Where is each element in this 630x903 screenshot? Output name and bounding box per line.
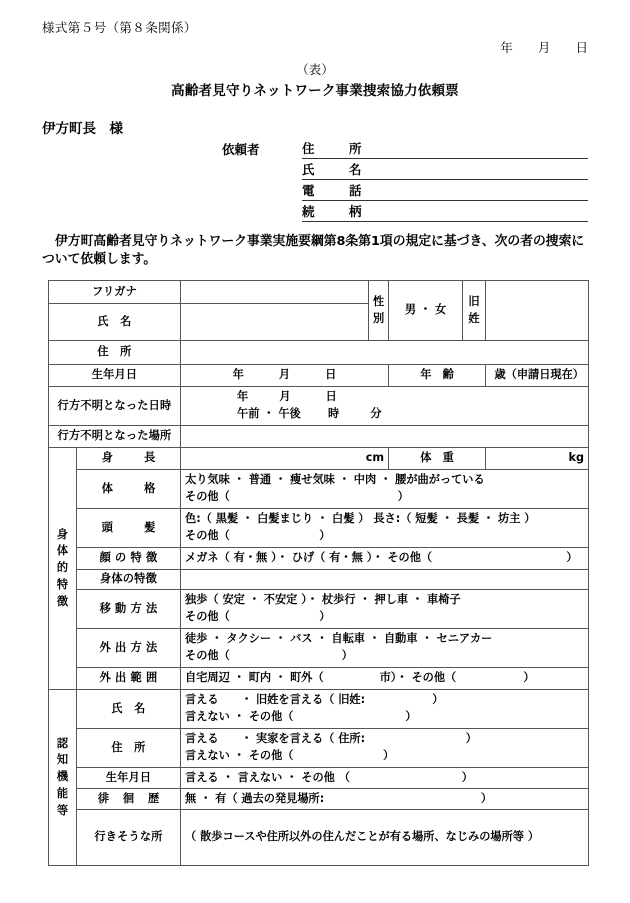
addressee: 伊方町長 様 — [42, 121, 123, 137]
build-value[interactable] — [181, 470, 589, 509]
cog-address-line2: 言えない ・ その他（ ） — [185, 749, 395, 762]
missing-ampm-label: 午前 ・ 午後 — [237, 407, 301, 420]
physical-section-label: 身 体 的 特 徴 — [49, 448, 77, 690]
table-row-outing-method — [49, 629, 589, 668]
build-options: 太り気味 ・ 普通 ・ 痩せ気味 ・ 中肉 ・ 腰が曲がっている — [185, 473, 485, 487]
requester-name-row[interactable] — [302, 159, 588, 180]
date-year-label: 年 — [500, 41, 513, 55]
missing-day-label: 日 — [325, 390, 337, 404]
birth-year-label: 年 — [232, 368, 244, 382]
cog-name-label: 氏 名 — [77, 690, 181, 729]
former-name-value[interactable] — [486, 281, 589, 341]
table-row-birthdate — [49, 365, 589, 387]
age-value[interactable]: 歳（申請日現在） — [486, 365, 589, 387]
table-row-wandering — [49, 789, 589, 810]
body-feature-label: 身体の特徴 — [77, 570, 181, 590]
sex-label: 性 別 — [369, 281, 389, 341]
requester-phone-row[interactable] — [302, 180, 588, 201]
mobility-options: 独歩（ 安定 ・ 不安定 ）・ 杖歩行 ・ 押し車 ・ 車椅子 — [185, 593, 461, 607]
requester-label: 依頼者 — [222, 142, 260, 157]
furigana-label: フリガナ — [49, 281, 181, 304]
build-other: その他（ ） — [185, 490, 409, 503]
furigana-value[interactable] — [181, 281, 369, 304]
table-row-cog-birthdate — [49, 768, 589, 789]
cognitive-section-label: 認 知 機 能 等 — [49, 690, 77, 866]
table-row-address — [49, 341, 589, 365]
weight-label: 体 重 — [389, 448, 486, 470]
submission-date-line — [500, 38, 588, 56]
address-value[interactable] — [181, 341, 589, 365]
table-row-furigana — [49, 281, 589, 304]
table-row-body-feature — [49, 570, 589, 590]
build-label: 体 格 — [77, 470, 181, 509]
table-row-missing-place — [49, 426, 589, 448]
table-row-outing-range — [49, 668, 589, 690]
former-name-label: 旧 姓 — [463, 281, 486, 341]
missing-place-label: 行方不明となった場所 — [49, 426, 181, 448]
name-label: 氏 名 — [49, 304, 181, 341]
missing-minute-label: 分 — [370, 407, 382, 420]
outing-method-label: 外 出 方 法 — [77, 629, 181, 668]
date-day-label: 日 — [575, 41, 588, 55]
missing-month-label: 月 — [279, 390, 291, 404]
outing-method-value[interactable] — [181, 629, 589, 668]
name-value[interactable] — [181, 304, 369, 341]
cog-name-line2: 言えない ・ その他（ ） — [185, 710, 417, 723]
cog-birthdate-label: 生年月日 — [77, 768, 181, 789]
weight-value[interactable]: kg — [486, 448, 589, 470]
subject-details-table — [48, 280, 589, 866]
address-label: 住 所 — [49, 341, 181, 365]
likely-place-label: 行きそうな所 — [77, 810, 181, 866]
requester-fields — [302, 138, 588, 222]
body-feature-value[interactable] — [181, 570, 589, 590]
birth-day-label: 日 — [325, 368, 337, 382]
page-title: 高齢者見守りネットワーク事業捜索協力依頼票 — [171, 83, 459, 99]
missing-place-value[interactable] — [181, 426, 589, 448]
outing-range-value[interactable]: 自宅周辺 ・ 町内 ・ 町外（ 市）・ その他（ ） — [181, 668, 589, 690]
likely-place-value[interactable]: （ 散歩コースや住所以外の住んだことが有る場所、なじみの場所等 ） — [181, 810, 589, 866]
outing-range-label: 外 出 範 囲 — [77, 668, 181, 690]
missing-year-label: 年 — [237, 390, 249, 404]
table-row-build — [49, 470, 589, 509]
face-label: 顔 の 特 徴 — [77, 548, 181, 570]
table-row-cog-name — [49, 690, 589, 729]
wandering-label: 徘 徊 歴 — [77, 789, 181, 810]
hair-label: 頭 髪 — [77, 509, 181, 548]
mobility-other: その他（ ） — [185, 610, 331, 623]
form-number: 様式第５号（第８条関係） — [42, 21, 197, 35]
requester-address-label: 住 所 — [302, 141, 373, 156]
cog-address-label: 住 所 — [77, 729, 181, 768]
outing-method-other: その他（ ） — [185, 649, 353, 662]
hair-value[interactable] — [181, 509, 589, 548]
cog-birthdate-value[interactable]: 言える ・ 言えない ・ その他 （ ） — [181, 768, 589, 789]
missing-datetime-label: 行方不明となった日時 — [49, 387, 181, 426]
requester-name-label: 氏 名 — [302, 162, 373, 177]
hair-other: その他（ ） — [185, 529, 331, 542]
table-row-hair — [49, 509, 589, 548]
wandering-value[interactable]: 無 ・ 有（ 過去の発見場所: ） — [181, 789, 589, 810]
requester-address-row[interactable] — [302, 138, 588, 159]
cog-address-value[interactable] — [181, 729, 589, 768]
birthdate-label: 生年月日 — [49, 365, 181, 387]
missing-datetime-value[interactable] — [181, 387, 589, 426]
face-value[interactable]: メガネ（ 有・無 ）・ ひげ（ 有・無 ）・ その他（ ） — [181, 548, 589, 570]
table-row-face — [49, 548, 589, 570]
table-row-cog-address — [49, 729, 589, 768]
sex-options[interactable]: 男 ・ 女 — [389, 281, 463, 341]
cog-address-line1: 言える ・ 実家を言える（ 住所: ） — [185, 732, 477, 746]
birth-month-label: 月 — [278, 368, 291, 382]
missing-date-line — [185, 389, 584, 406]
height-value[interactable]: cm — [181, 448, 389, 470]
outing-method-options: 徒歩 ・ タクシー ・ バス ・ 自転車 ・ 自動車 ・ セニアカー — [185, 632, 493, 646]
date-month-label: 月 — [537, 41, 551, 55]
birthdate-value[interactable] — [181, 365, 389, 387]
height-label: 身 長 — [77, 448, 181, 470]
missing-time-line — [185, 406, 584, 423]
table-row-height-weight — [49, 448, 589, 470]
age-label: 年 齢 — [389, 365, 486, 387]
requester-phone-label: 電 話 — [302, 183, 373, 198]
sheet-side-label: （表） — [296, 62, 334, 77]
cog-name-value[interactable] — [181, 690, 589, 729]
requester-relation-label: 続 柄 — [302, 204, 373, 219]
table-row-mobility — [49, 590, 589, 629]
mobility-label: 移 動 方 法 — [77, 590, 181, 629]
mobility-value[interactable] — [181, 590, 589, 629]
hair-options: 色:（ 黒髪 ・ 白髪まじり ・ 白髪 ） 長さ:（ 短髪 ・ 長髪 ・ 坊主 ） — [185, 512, 536, 526]
intro-paragraph: 伊方町高齢者見守りネットワーク事業実施要綱第8条第1項の規定に基づき、次の者の捜索について依頼します。 — [42, 234, 585, 268]
requester-relation-row[interactable] — [302, 201, 588, 222]
missing-hour-label: 時 — [328, 407, 340, 420]
table-row-likely-place — [49, 810, 589, 866]
cog-name-line1: 言える ・ 旧姓を言える（ 旧姓: ） — [185, 693, 444, 707]
table-row-missing-datetime — [49, 387, 589, 426]
